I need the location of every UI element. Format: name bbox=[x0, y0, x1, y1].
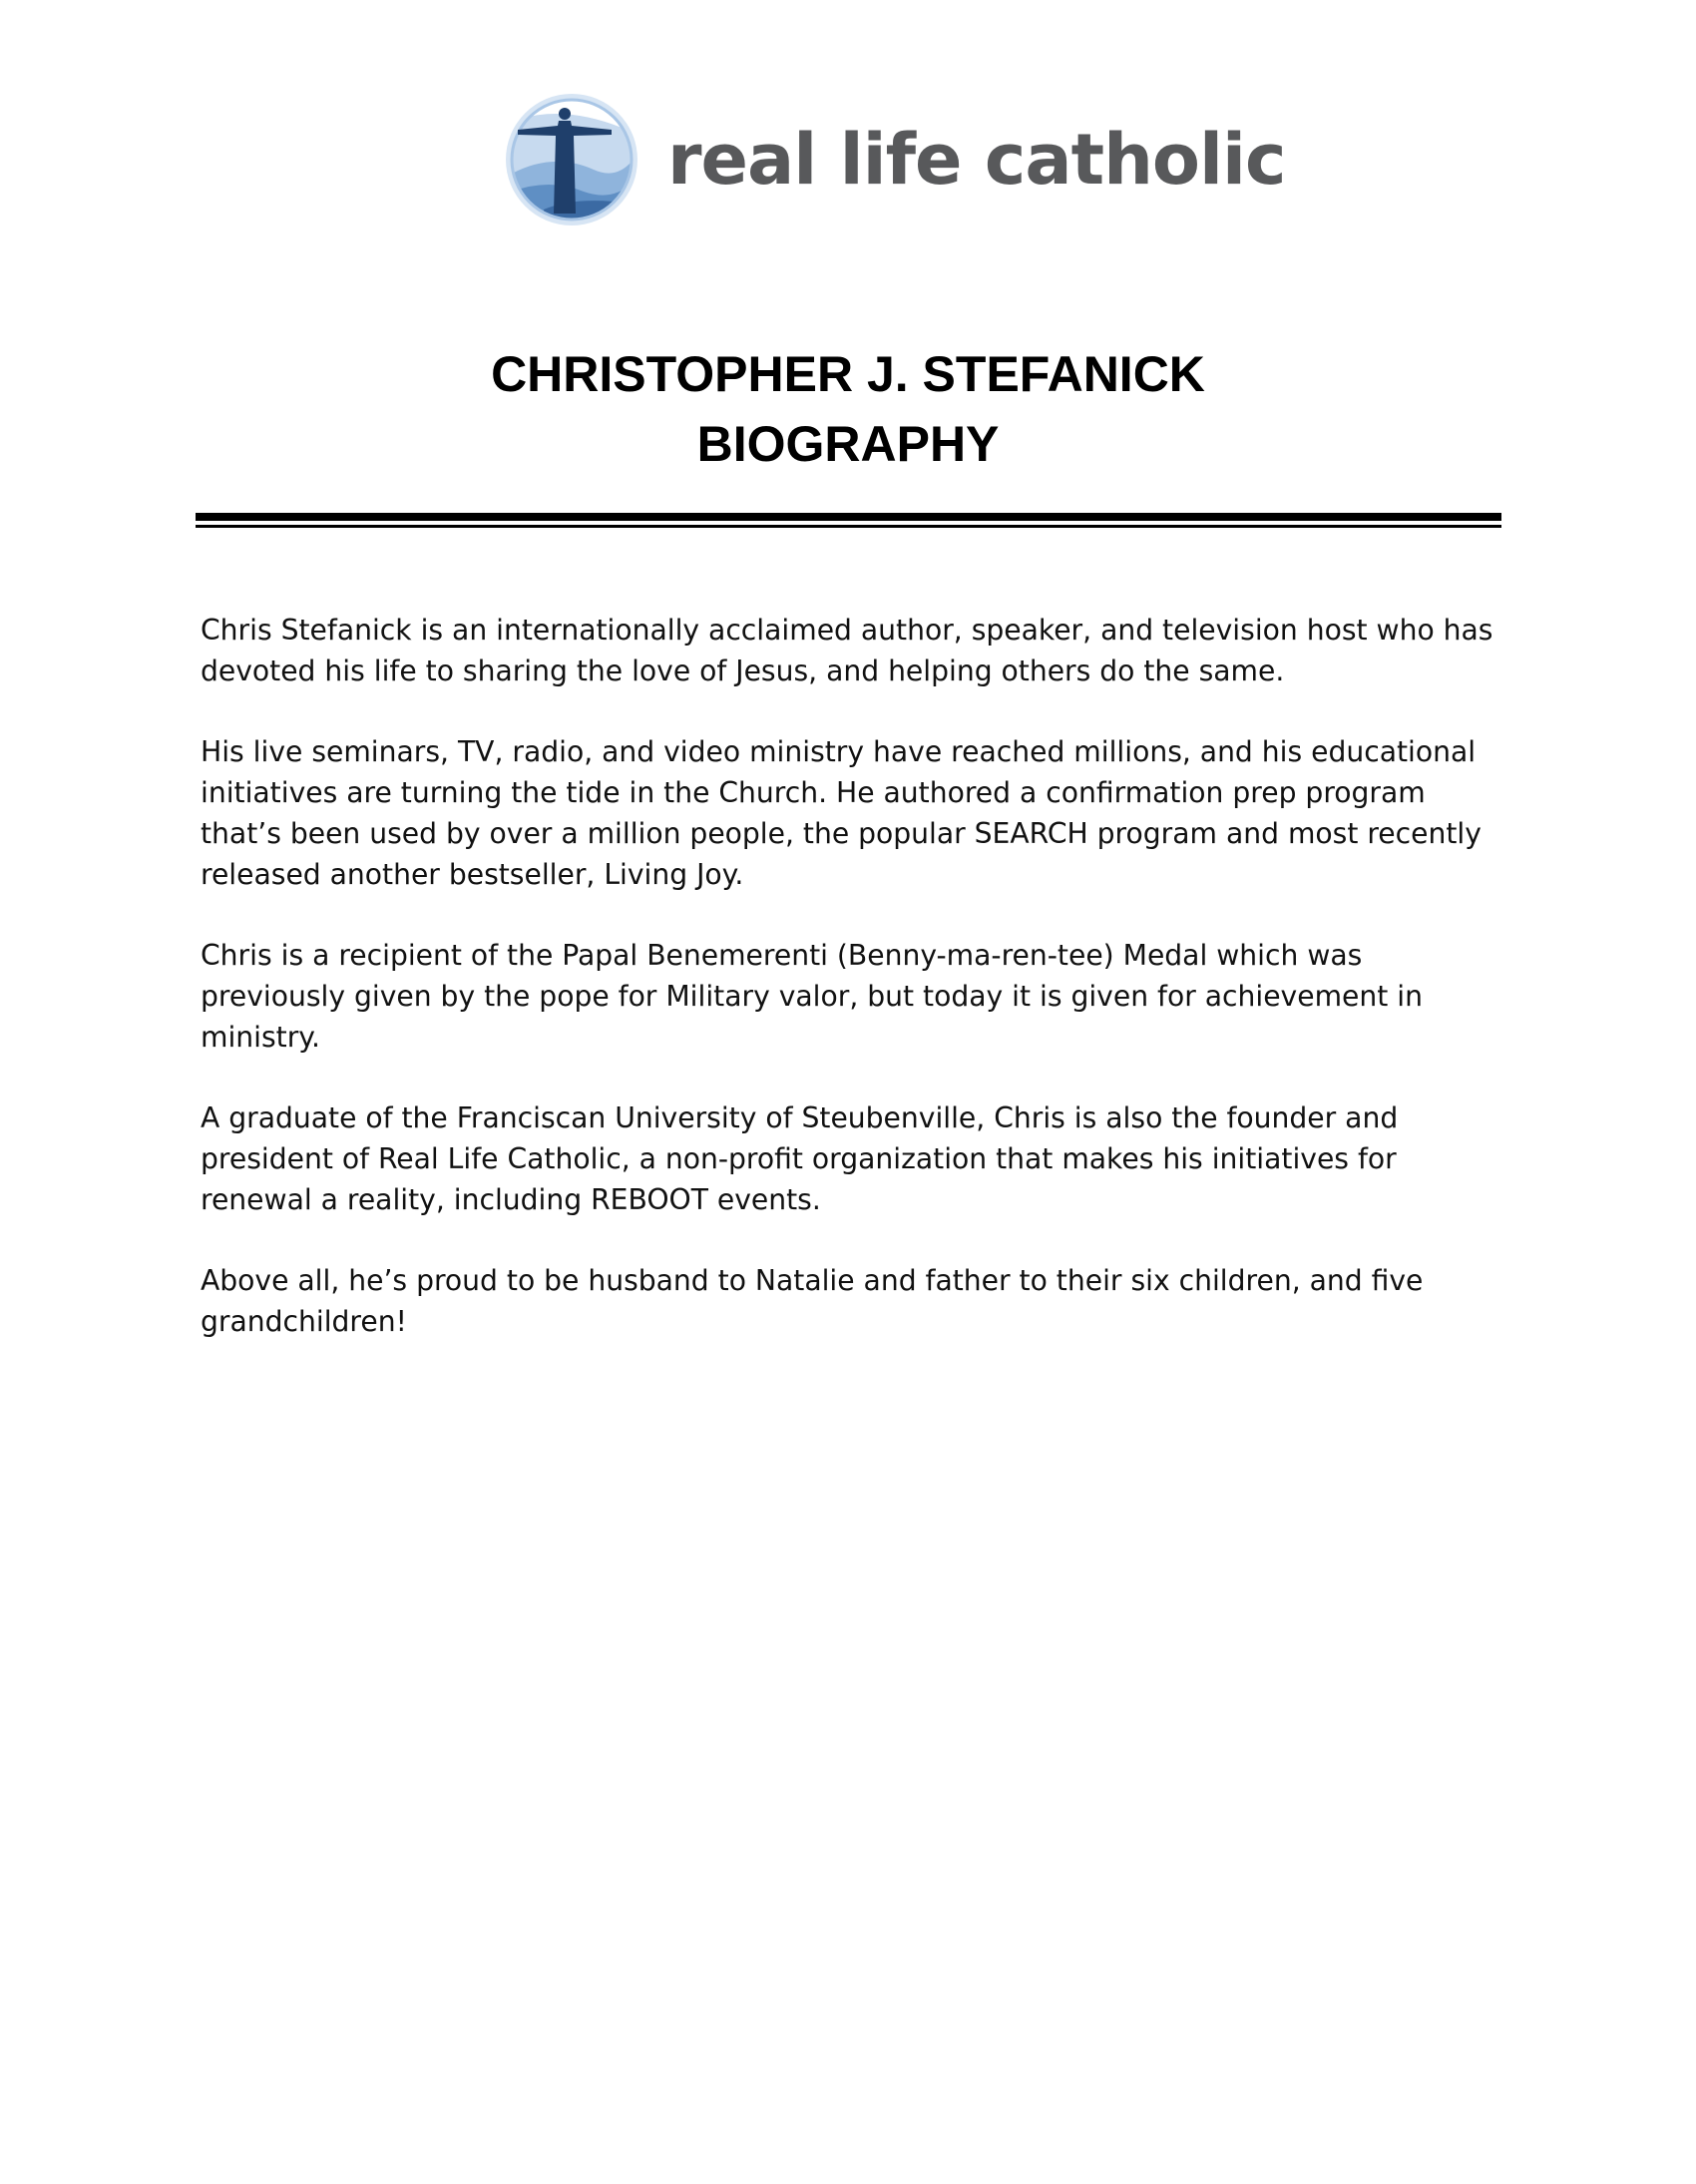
divider-thin bbox=[196, 525, 1501, 528]
paragraph-intro: Chris Stefanick is an internationally acclaimed author, speaker, and television host who has devoted his life to sharing the love of Jesus, and helping others do the same. bbox=[201, 614, 1493, 687]
paragraph-medal: Chris is a recipient of the Papal Benemerenti (Benny-ma-ren-tee) Medal which was previously given by the pope for Military valor, but today it is given for achievement in ministry. bbox=[201, 939, 1423, 1054]
biography-body bbox=[201, 610, 1507, 1382]
title-name: CHRISTOPHER J. STEFANICK bbox=[491, 346, 1205, 402]
christ-redeemer-statue-icon bbox=[504, 92, 639, 227]
divider-thick bbox=[196, 513, 1501, 521]
brand-logo bbox=[504, 92, 1286, 227]
paragraph-family: Above all, he’s proud to be husband to Natalie and father to their six children, and five grandchildren! bbox=[201, 1264, 1424, 1338]
title-subtitle: BIOGRAPHY bbox=[696, 416, 1000, 472]
brand-name: real life catholic bbox=[667, 119, 1286, 201]
paragraph-education: A graduate of the Franciscan University of Steubenville, Chris is also the founder and president of Real Life Catholic, a non-profit organization that makes his initiatives for renewal a reality, including REBOOT events. bbox=[201, 1101, 1399, 1216]
paragraph-ministry: His live seminars, TV, radio, and video ministry have reached millions, and his educational initiatives are turning the tide in the Church. He authored a confirmation prep program that’s been used by over a million people, the popular SEARCH program and most recently released another bestseller, Living Joy. bbox=[201, 735, 1482, 891]
page-title bbox=[0, 339, 1696, 479]
